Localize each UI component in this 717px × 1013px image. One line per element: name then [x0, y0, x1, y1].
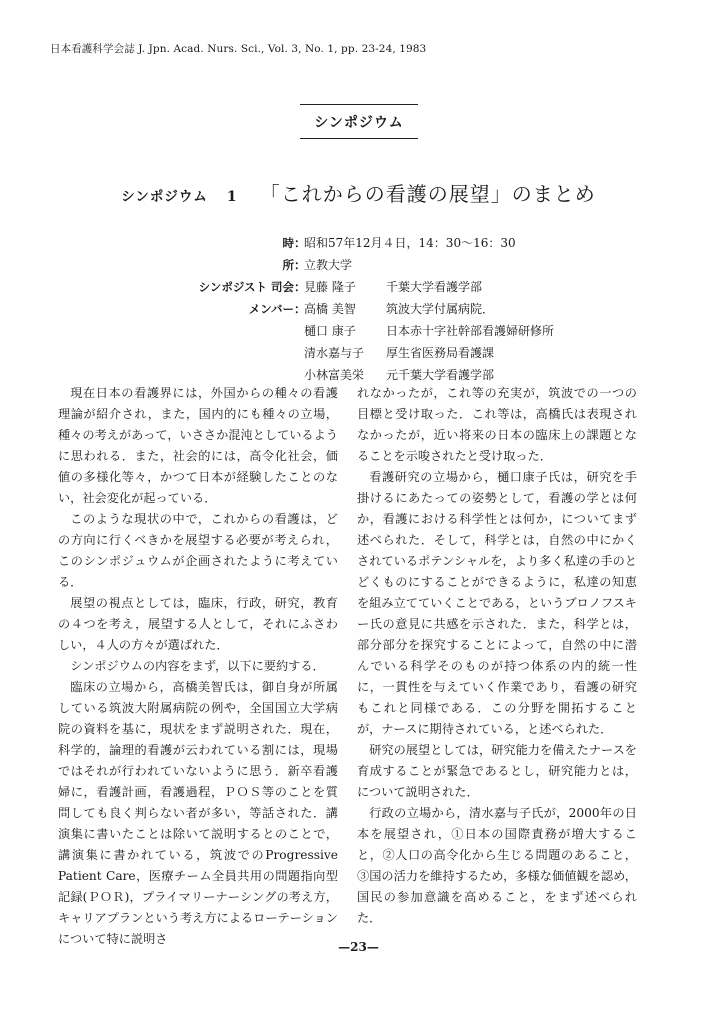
time-value: 昭和57年12月４日，14：30～16：30 — [304, 236, 516, 250]
moderator-label: シンポジスト 司会 — [198, 280, 294, 294]
moderator-name: 見藤 隆子 — [304, 280, 356, 294]
meta-member-row — [150, 342, 630, 364]
member-affiliation: 筑波大学付属病院． — [386, 302, 495, 316]
paragraph: れなかったが，これ等の充実が，筑波での一つの目標と受け取った．これ等は，高橋氏は表現されなかったが，近い将来の日本の臨床上の課題となることを示唆されたと受け取った． — [357, 386, 637, 463]
journal-citation: 日本看護科学会誌 J. Jpn. Acad. Nurs. Sci., Vol. 3, No. 1, pp. 23-24, 1983 — [50, 43, 427, 55]
paragraph: このような現状の中で，これからの看護は，どの方向に行くべきかを展望する必要が考えられ，このシンポジュウムが企画されたように考えている． — [58, 512, 338, 589]
symposium-meta — [150, 232, 630, 386]
body-right-column — [357, 383, 637, 929]
colon: ： — [294, 258, 307, 272]
member-name: 高橋 美智 — [304, 302, 356, 316]
colon: ： — [294, 302, 307, 316]
member-name: 樋口 康子 — [304, 324, 356, 338]
members-label: メンバー — [248, 302, 294, 316]
member-affiliation: 元千葉大学看護学部 — [386, 368, 495, 382]
title-number: 1 — [226, 189, 237, 205]
member-name: 清水嘉与子 — [304, 346, 365, 360]
meta-place-row — [150, 254, 630, 276]
article-title — [0, 178, 717, 207]
paragraph: 看護研究の立場から，樋口康子氏は，研究を手掛けるにあたっての姿勢として，看護の学とは何か，看護における科学性とは何か，についてまず述べられた．そして，科学とは，自然の中にかくされているポテンシャルを，より多く私達の手のとどくものにすることができるように，私達の知恵を組み立てていくことである，というブロノフスキー氏の意見に共感を示された．また，科学とは，部分部分を探究することによって，自然の中に潜んでいる科学そのものが持つ体系の内的統一性に，一貫性を与えていく作業であり，看護の研究もこれと同様である．この分野を開拓することが，ナースに期待されている，と述べられた． — [357, 470, 637, 736]
member-affiliation: 厚生省医務局看護課 — [386, 346, 495, 360]
paragraph: 臨床の立場から，高橋美智氏は，御自身が所属している筑波大附属病院の例や，全国国立大学病院の資料を基に，現状をまず説明された．現在，科学的，論理的看護が云われている割には，現場ではそれが行われていないように思う．新卒看護婦に，看護計画，看護過程，ＰＯＳ等のことを質問しても良く判らない者が多い，等話された．講演集に書いたことは除いて説明するとのことで，講演集に書かれている，筑波でのProgressive Patient Care，医療チーム全員共用の問題指向型記録(ＰＯＲ)，プライマリーナーシングの考え方，キャリアプランという考え方によるローテーションについて特に説明さ — [58, 680, 338, 946]
colon: ： — [294, 236, 307, 250]
colon: ： — [294, 280, 307, 294]
moderator-affiliation: 千葉大学看護学部 — [386, 280, 483, 294]
section-label: シンポジウム — [300, 104, 418, 139]
meta-time-row — [150, 232, 630, 254]
meta-member-row — [150, 298, 630, 320]
page-number: —23— — [338, 940, 379, 954]
title-prefix: シンポジウム — [121, 189, 208, 205]
member-name: 小林富美栄 — [304, 368, 365, 382]
member-affiliation: 日本赤十字社幹部看護婦研修所 — [386, 324, 555, 338]
place-label: 所 — [282, 258, 294, 272]
meta-moderator-row — [150, 276, 630, 298]
paragraph: 現在日本の看護界には，外国からの種々の看護理論が紹介され，また，国内的にも種々の立場，種々の考えがあって，いささか混沌としているように思われる．また，社会的には，高令化社会，価値の多様化等々，かつて日本が経験したことのない，社会変化が起っている． — [58, 386, 338, 505]
body-left-column — [58, 383, 338, 950]
paragraph: 展望の視点としては，臨床，行政，研究，教育の４つを考え，展望する人として，それにふさわしい，４人の方々が選ばれた． — [58, 596, 338, 652]
time-label: 時 — [282, 236, 294, 250]
paragraph: 研究の展望としては，研究能力を備えたナースを育成することが緊急であるとし，研究能力とは，について説明された． — [357, 743, 637, 799]
meta-member-row — [150, 320, 630, 342]
paragraph: シンポジウムの内容をまず，以下に要約する． — [70, 659, 325, 673]
title-main: 「これからの看護の展望」のまとめ — [259, 182, 596, 206]
paragraph: 行政の立場から，清水嘉与子氏が，2000年の日本を展望され，①日本の国際責務が増大すること，②人口の高令化から生じる問題のあること，③国の活力を維持するため，多様な価値観を認め，国民の参加意識を高めること，をまず述べられた． — [357, 806, 637, 925]
place-value: 立教大学 — [304, 258, 353, 272]
